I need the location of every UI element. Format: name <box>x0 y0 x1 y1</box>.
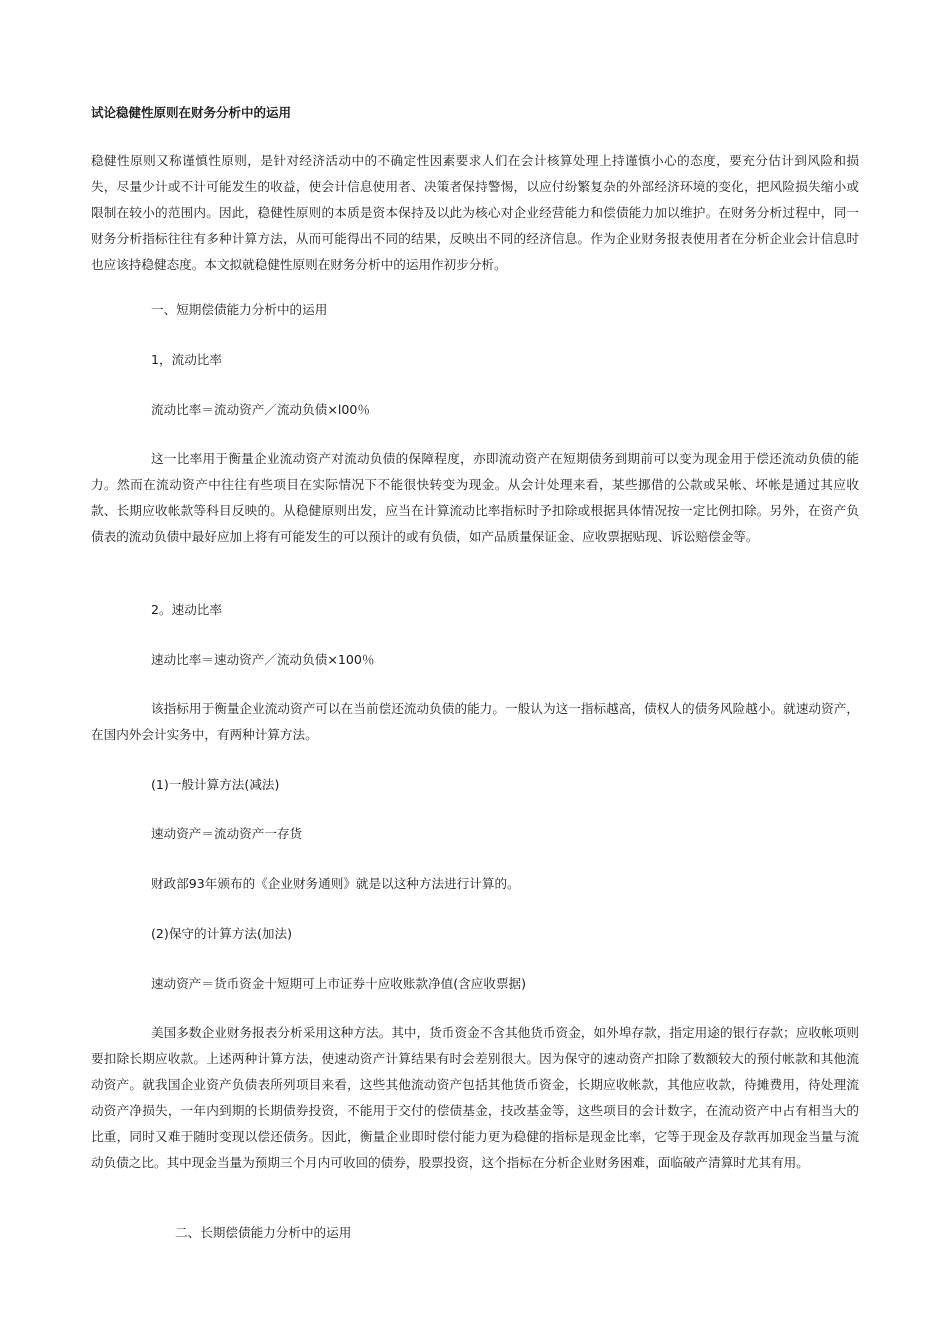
subheading-current-ratio: 1，流动比率 <box>151 352 222 367</box>
section-heading-2: 二、长期偿债能力分析中的运用 <box>175 1225 352 1240</box>
ministry-of-finance-note: 财政部93年颁布的《企业财务通则》就是以这种方法进行计算的。 <box>151 876 520 891</box>
document-title: 试论稳健性原则在财务分析中的运用 <box>91 105 292 120</box>
method-subtraction-heading: (1)一般计算方法(减法) <box>151 777 280 792</box>
section-heading-1: 一、短期偿债能力分析中的运用 <box>151 302 328 317</box>
formula-quick-assets-subtraction: 速动资产＝流动资产一存货 <box>151 826 303 841</box>
current-ratio-paragraph: 这一比率用于衡量企业流动资产对流动负债的保障程度，亦即流动资产在短期债务到期前可以变为现金用于偿还流动负债的能力。然而在流动资产中往往有些项目在实际情况下不能很快转变为现金。从会计处理来看，某些挪借的公款或呆帐、坏帐是通过其应收款、长期应收帐款等科目反映的。从稳健原则出发，应当在计算流动比率指标时予扣除或根据具体情况按一定比例扣除。另外，在资产负债表的流动负债中最好应加上将有可能发生的可以预计的或有负债，如产品质量保证金、应收票据贴现、诉讼赔偿金等。 <box>91 451 859 544</box>
method-addition-heading: (2)保守的计算方法(加法) <box>151 926 293 941</box>
subheading-quick-ratio: 2。速动比率 <box>151 602 222 617</box>
formula-quick-assets-addition: 速动资产＝货币资金十短期可上市证券十应收账款净值(含应收票据) <box>151 976 527 991</box>
formula-quick-ratio: 速动比率＝速动资产／流动负债×100％ <box>151 652 375 667</box>
formula-current-ratio: 流动比率＝流动资产／流动负债×l00％ <box>151 402 370 417</box>
quick-ratio-paragraph: 该指标用于衡量企业流动资产可以在当前偿还流动负债的能力。一般认为这一指标越高，债权人的债务风险越小。就速动资产，在国内外会计实务中，有两种计算方法。 <box>91 701 859 742</box>
conservative-method-paragraph: 美国多数企业财务报表分析采用这种方法。其中，货币资金不含其他货币资金，如外埠存款，指定用途的银行存款；应收帐项则要扣除长期应收款。上述两种计算方法，使速动资产计算结果有时会差别很大。因为保守的速动资产扣除了数额较大的预付帐款和其他流动资产。就我国企业资产负债表所列项目来看，这些其他流动资产包括其他货币资金，长期应收帐款，其他应收款，待摊费用，待处理流动资产净损失，一年内到期的长期债券投资，不能用于交付的偿债基金，技改基金等，这些项目的会计数字，在流动资产中占有相当大的比重，同时又难于随时变现以偿还债务。因此，衡量企业即时偿付能力更为稳健的指标是现金比率，它等于现金及存款再加现金当量与流动负债之比。其中现金当量为预期三个月内可收回的债券，股票投资，这个指标在分析企业财务困难，面临破产清算时尤其有用。 <box>91 1025 859 1170</box>
intro-paragraph: 稳健性原则又称谨慎性原则，是针对经济活动中的不确定性因素要求人们在会计核算处理上持谨慎小心的态度，要充分估计到风险和损失，尽量少计或不计可能发生的收益，使会计信息使用者、决策者保持警惕，以应付纷繁复杂的外部经济环境的变化，把风险损失缩小或限制在较小的范围内。因此，稳健性原则的本质是资本保持及以此为核心对企业经营能力和偿债能力加以维护。在财务分析过程中，同一财务分析指标往往有多种计算方法，从而可能得出不同的结果，反映出不同的经济信息。作为企业财务报表使用者在分析企业会计信息时也应该持稳健态度。本文拟就稳健性原则在财务分析中的运用作初步分析。 <box>91 153 859 272</box>
